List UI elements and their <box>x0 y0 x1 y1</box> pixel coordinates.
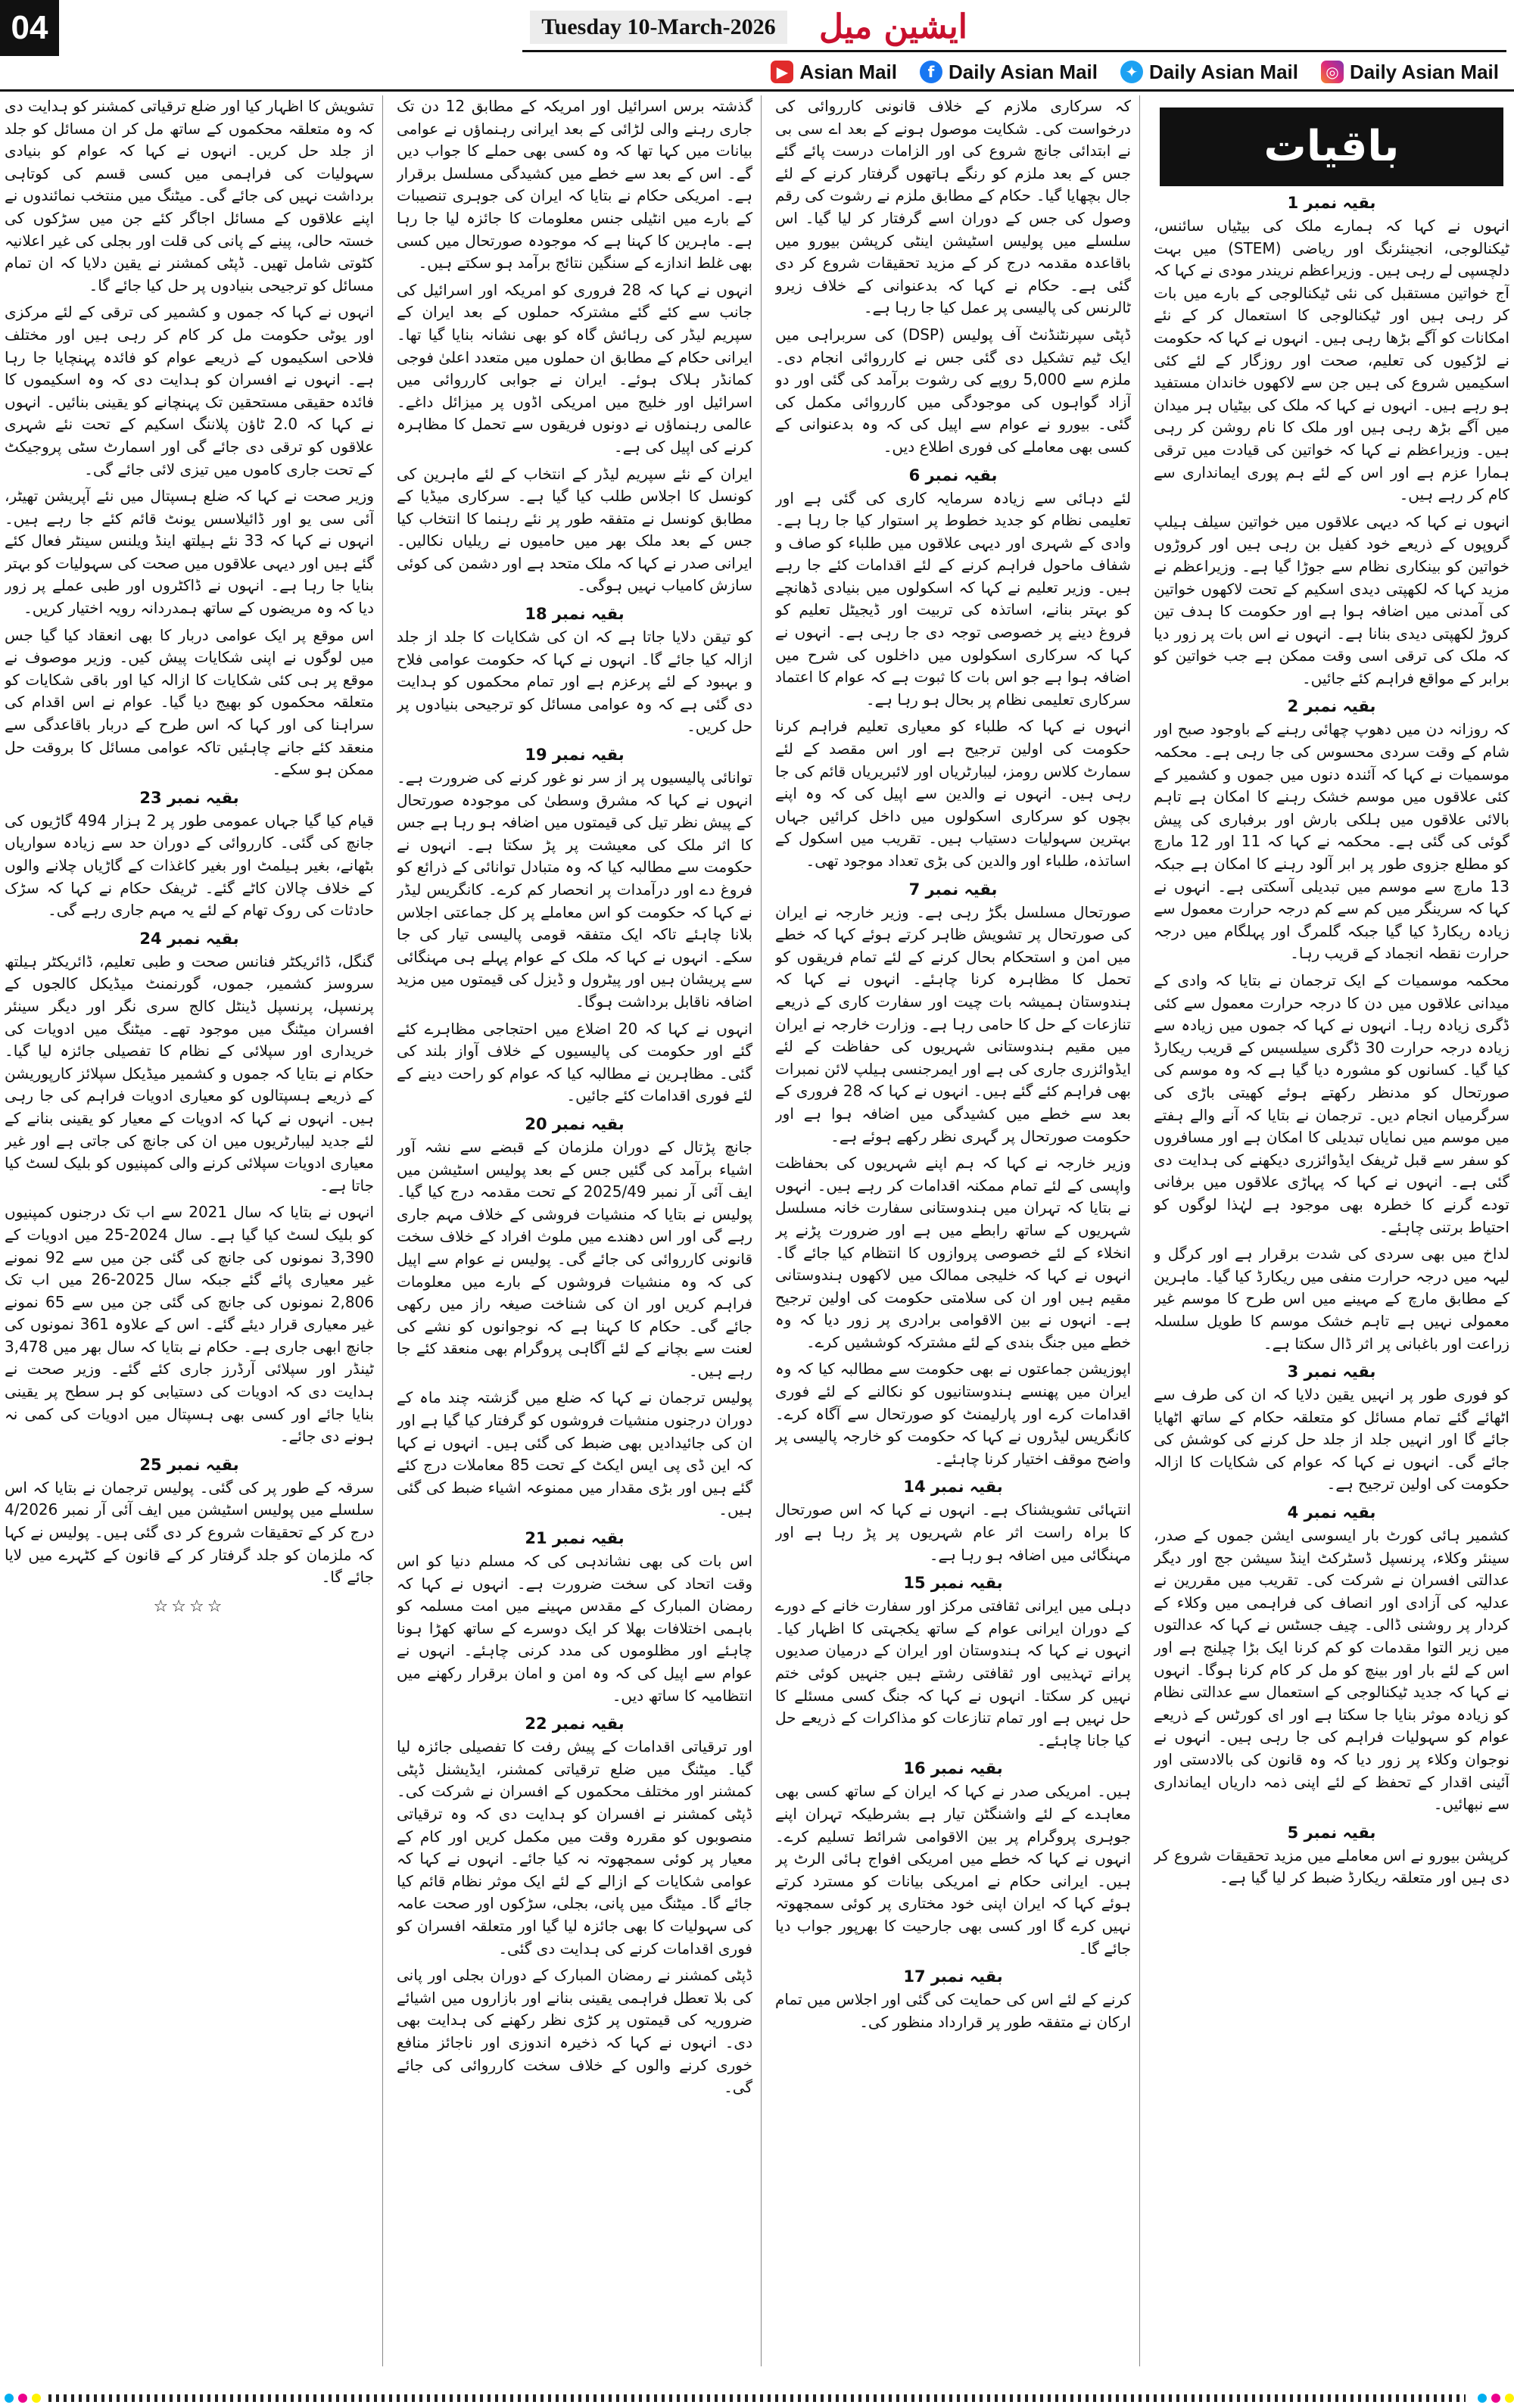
youtube-link[interactable] <box>771 61 897 84</box>
article-paragraph: انہوں نے کہا کہ جموں و کشمیر کی ترقی کے لئے مرکزی اور یوٹی حکومت مل کر کام کر رہی ہیں اور مختلف فلاحی اسکیموں کے ذریعے عوام کو فائدہ پہنچایا جا رہا ہے۔ انہوں نے افسران کو ہدایت دی کہ وہ اسکیموں کا فائدہ حقیقی مستحقین تک پہنچانے کو یقینی بنائیں۔ انہوں نے کہا کہ 2.0 ٹاؤن پلاننگ اسکیم کے تحت نئے شہری علاقوں کو ترقی دی جائے گی اور اسمارٹ سٹی پروجیکٹ کے تحت جاری کاموں میں تیزی لائی جائے گی۔ <box>5 303 374 478</box>
column-divider <box>761 95 762 2366</box>
article-paragraph: انہوں نے کہا کہ 28 فروری کو امریکہ اور اسرائیل کی جانب سے کئے گئے مشترکہ حملوں کے بعد ایران کے سپریم لیڈر کی رہائش گاہ کو بھی نشانہ بنایا گیا تھا۔ ایرانی حکام کے مطابق ان حملوں میں متعدد اعلیٰ فوجی کمانڈر ہلاک ہوئے۔ ایران نے جوابی کارروائی میں اسرائیل اور خلیج میں امریکی اڈوں پر میزائل داغے۔ عالمی رہنماؤں نے دونوں فریقوں سے تحمل کا مظاہرہ کرنے کی اپیل کی ہے۔ <box>397 280 752 456</box>
article-paragraph: ڈپٹی سپرنٹنڈنٹ آف پولیس (DSP) کی سربراہی میں ایک ٹیم تشکیل دی گئی جس نے کارروائی انجام دی۔ ملزم سے 5,000 روپے کی رشوت برآمد کی گئی اور دو آزاد گواہوں کی موجودگی میں کارروائی مکمل کی گئی۔ بیورو نے عوام سے اپیل کی کہ وہ بدعنوانی کے کسی بھی معاملے کی فوری اطلاع دیں۔ <box>775 325 1131 456</box>
instagram-link[interactable] <box>1321 61 1499 84</box>
article-paragraph: انہوں نے کہا کہ دیہی علاقوں میں خواتین سیلف ہیلپ گروپوں کے ذریعے خود کفیل بن رہی ہیں اور کروڑوں خواتین کو بینکاری نظام سے جوڑا گیا ہے۔ وزیراعظم نے مزید کہا کہ لکھپتی دیدی اسکیم کے تحت لاکھوں خواتین کی آمدنی میں اضافہ ہوا ہے اور حکومت کا ہدف تین کروڑ لکھپتی دیدی بنانا ہے۔ انہوں نے اس بات پر زور دیا کہ ملک کی ترقی اسی وقت ممکن ہے جب خواتین کو برابر کے مواقع فراہم کئے جائیں۔ <box>1154 512 1509 687</box>
continuation-heading: بقیہ نمبر 16 <box>903 1759 1003 1778</box>
article-paragraph: ہیں۔ امریکی صدر نے کہا کہ ایران کے ساتھ کسی بھی معاہدے کے لئے واشنگٹن تیار ہے بشرطیکہ تہران اپنے جوہری پروگرام پر بین الاقوامی شرائط تسلیم کرے۔ انہوں نے کہا کہ خطے میں امریکی افواج ہائی الرٹ پر ہیں۔ ایرانی حکام نے امریکی بیانات کو مسترد کرتے ہوئے کہا کہ ایران اپنی خود مختاری پر کوئی سمجھوتہ نہیں کرے گا اور کسی بھی جارحیت کا بھرپور جواب دیا جائے گا۔ <box>775 1782 1131 1958</box>
article-paragraph: انتہائی تشویشناک ہے۔ انہوں نے کہا کہ اس صورتحال کا براہ راست اثر عام شہریوں پر پڑ رہا ہے اور مہنگائی میں اضافہ ہو رہا ہے۔ <box>775 1500 1131 1564</box>
continuation-heading: بقیہ نمبر 1 <box>1287 194 1376 212</box>
article-paragraph: انہوں نے کہا کہ ہمارے ملک کی بیٹیاں سائنس، ٹیکنالوجی، انجینئرنگ اور ریاضی (STEM) میں بہت دلچسپی لے رہی ہیں۔ وزیراعظم نریندر مودی نے کہا کہ آج خواتین مستقبل کی نئی ٹیکنالوجی کے بارے میں بات کر رہی ہیں اور ٹیکنالوجی کا استعمال کر کے نئے امکانات کو آگے بڑھا رہی ہیں۔ انہوں نے کہا کہ حکومت نے لڑکیوں کی تعلیم، صحت اور روزگار کے لئے کئی اسکیمیں شروع کی ہیں جن سے لاکھوں خاندان مستفید ہو رہے ہیں۔ انہوں نے کہا کہ ملک کی بیٹیاں ہر میدان میں آگے بڑھ رہی ہیں اور ملک کا نام روشن کر رہی ہیں۔ وزیراعظم نے کہا کہ خواتین کی قیادت میں ترقی ہمارا عزم ہے اور اس کے لئے ہم پوری ایمانداری سے کام کر رہے ہیں۔ <box>1154 217 1509 504</box>
facebook-link[interactable] <box>920 61 1098 84</box>
column-divider <box>1139 95 1140 2366</box>
continuation-heading: بقیہ نمبر 2 <box>1287 697 1376 716</box>
article-paragraph: ڈپٹی کمشنر نے رمضان المبارک کے دوران بجلی اور پانی کی بلا تعطل فراہمی یقینی بنانے اور بازاروں میں اشیائے ضروریہ کی قیمتوں پر کڑی نظر رکھنے کی ہدایت بھی دی۔ انہوں نے کہا کہ ذخیرہ اندوزی اور ناجائز منافع خوری کرنے والوں کے خلاف سخت کارروائی کی جائے گی۔ <box>397 1966 752 2097</box>
registration-strip <box>48 2394 1466 2402</box>
instagram-label: Daily Asian Mail <box>1350 60 1499 83</box>
registration-dot <box>1505 2394 1514 2403</box>
article-paragraph: اپوزیشن جماعتوں نے بھی حکومت سے مطالبہ کیا کہ وہ ایران میں پھنسے ہندوستانیوں کو نکالنے کے لئے فوری اقدامات کرے اور پارلیمنٹ کو صورتحال سے آگاہ کرے۔ کانگریس لیڈروں نے کہا کہ حکومت کو خارجہ پالیسی پر واضح موقف اختیار کرنا چاہئے۔ <box>775 1360 1131 1468</box>
article-paragraph: اس بات کی بھی نشاندہی کی کہ مسلم دنیا کو اس وقت اتحاد کی سخت ضرورت ہے۔ انہوں نے کہا کہ رمضان المبارک کے مقدس مہینے میں امت مسلمہ کو باہمی اختلافات بھلا کر ایک دوسرے کے ساتھ کھڑا ہونا چاہئے اور مظلوموں کی مدد کرنی چاہئے۔ انہوں نے عوام سے اپیل کی کہ وہ امن و امان برقرار رکھنے میں انتظامیہ کا ساتھ دیں۔ <box>397 1552 752 1705</box>
article-paragraph: تشویش کا اظہار کیا اور ضلع ترقیاتی کمشنر کو ہدایت دی کہ وہ متعلقہ محکموں کے ساتھ مل کر ان مسائل کو جلد از جلد حل کریں۔ انہوں نے کہا کہ عوام کو بنیادی سہولیات کی فراہمی میں کسی قسم کی کوتاہی برداشت نہیں کی جائے گی۔ میٹنگ میں منتخب نمائندوں نے اپنے علاقوں کے مسائل اجاگر کئے جن میں سڑکوں کی خستہ حالی، پینے کے پانی کی قلت اور بجلی کی غیر اعلانیہ کٹوتی شامل تھیں۔ ڈپٹی کمشنر نے یقین دلایا کہ ان تمام مسائل کو ترجیحی بنیادوں پر حل کیا جائے گا۔ <box>5 97 374 294</box>
article-paragraph: کو فوری طور پر انہیں یقین دلایا کہ ان کی طرف سے اٹھائے گئے تمام مسائل کو متعلقہ حکام کے ساتھ اٹھایا جائے گا اور انہیں جلد از جلد حل کرنے کی کوشش کی جائے گی۔ انہوں نے کہا کہ عوام کی شکایات کا ازالہ حکومت کی اولین ترجیح ہے۔ <box>1154 1385 1509 1494</box>
article-paragraph: گذشتہ برس اسرائیل اور امریکہ کے مطابق 12 دن تک جاری رہنے والی لڑائی کے بعد ایرانی رہنماؤں نے عوامی بیانات میں کہا تھا کہ وہ کسی بھی حملے کا جواب دیں گے۔ اس کے بعد سے خطے میں کشیدگی مسلسل برقرار ہے۔ امریکی حکام نے بتایا کہ ایران کی جوہری تنصیبات کے بارے میں انٹیلی جنس معلومات کا جائزہ لیا جا رہا ہے۔ ماہرین کا کہنا ہے کہ موجودہ صورتحال میں کسی بھی غلط اندازے کے سنگین نتائج برآمد ہو سکتے ہیں۔ <box>397 97 752 273</box>
article-paragraph: انہوں نے بتایا کہ سال 2021 سے اب تک درجنوں کمپنیوں کو بلیک لسٹ کیا گیا ہے۔ سال 2024-25 میں ادویات کے 3,390 نمونوں کی جانچ کی گئی جن میں سے 92 نمونے غیر معیاری پائے گئے جبکہ سال 2025-26 میں اب تک 2,806 نمونوں کی جانچ کی گئی جن میں سے 65 نمونے غیر معیاری قرار دیئے گئے۔ اس کے علاوہ 361 نمونوں کی جانچ ابھی جاری ہے۔ حکام نے بتایا کہ سال بھر میں 3,478 ٹینڈر اور سپلائی آرڈرز جاری کئے گئے۔ وزیر صحت نے ہدایت دی کہ ادویات کی دستیابی کو ہر سطح پر یقینی بنایا جائے اور کسی بھی ہسپتال میں ادویات کی کمی نہ ہونے دی جائے۔ <box>5 1203 374 1446</box>
continuation-heading: بقیہ نمبر 3 <box>1287 1363 1376 1382</box>
column-right <box>1154 95 1509 2366</box>
instagram-icon: ◎ <box>1321 61 1344 83</box>
article-paragraph: توانائی پالیسیوں پر از سر نو غور کرنے کی ضرورت ہے۔ انہوں نے کہا کہ مشرق وسطیٰ کی موجودہ صورتحال کے پیش نظر تیل کی قیمتوں میں اضافہ ہو رہا ہے جس کا اثر ملک کی معیشت پر پڑ سکتا ہے۔ انہوں نے حکومت سے مطالبہ کیا کہ وہ متبادل توانائی کے ذرائع کو فروغ دے اور درآمدات پر انحصار کم کرے۔ کانگریس لیڈر نے کہا کہ حکومت کو اس معاملے پر کل جماعتی اجلاس بلانا چاہئے تاکہ ایک متفقہ قومی پالیسی تیار کی جا سکے۔ انہوں نے کہا کہ ملک کے عوام پہلے ہی مہنگائی سے پریشان ہیں اور پیٹرول و ڈیزل کی قیمتوں میں مزید اضافہ ناقابل برداشت ہوگا۔ <box>397 768 752 1011</box>
continuation-heading: بقیہ نمبر 4 <box>1287 1503 1376 1522</box>
registration-dot <box>1478 2394 1487 2403</box>
continuation-heading: بقیہ نمبر 17 <box>903 1967 1003 1986</box>
continuation-heading: بقیہ نمبر 6 <box>908 466 998 484</box>
article-paragraph: اس موقع پر ایک عوامی دربار کا بھی انعقاد کیا گیا جس میں لوگوں نے اپنی شکایات پیش کیں۔ وزیر موصوف نے موقع پر ہی کئی شکایات کا ازالہ کیا اور باقی شکایات کو متعلقہ محکموں کو بھیج دیا گیا۔ عوام نے اس اقدام کی سراہنا کی اور کہا کہ اس طرح کے دربار باقاعدگی سے منعقد کئے جانے چاہئیں تاکہ عوامی مسائل کا بروقت حل ممکن ہو سکے۔ <box>5 625 374 779</box>
article-paragraph: کشمیر ہائی کورٹ بار ایسوسی ایشن جموں کے صدر، سینئر وکلاء، پرنسپل ڈسٹرکٹ اینڈ سیشن جج اور دیگر عدالتی افسران نے شرکت کی۔ تقریب میں مقررین نے عدلیہ کی آزادی اور انصاف کی فراہمی میں وکلاء کے کردار پر روشنی ڈالی۔ چیف جسٹس نے کہا کہ عدالتوں میں زیر التوا مقدمات کو کم کرنا ایک بڑا چیلنج ہے اور اس کے لئے بار اور بینچ کو مل کر کام کرنا ہوگا۔ انہوں نے کہا کہ جدید ٹیکنالوجی کے استعمال سے عدالتی نظام کو زیادہ موثر بنایا جا سکتا ہے اور ای کورٹس کے ذریعے عوام کو سہولیات فراہم کی جا رہی ہیں۔ انہوں نے نوجوان وکلاء پر زور دیا کہ وہ قانون کی بالادستی اور آئینی اقدار کے تحفظ کے لئے اپنی ذمہ داریاں ایمانداری سے نبھائیں۔ <box>1154 1526 1509 1814</box>
article-paragraph: لداخ میں بھی سردی کی شدت برقرار ہے اور کرگل و لیہہ میں درجہ حرارت منفی میں ریکارڈ کیا گیا۔ ماہرین کے مطابق مارچ کے مہینے میں اس طرح کا موسم غیر معمولی نہیں ہے تاہم خشک موسم کا طویل سلسلہ زراعت اور باغبانی پر اثر ڈال سکتا ہے۔ <box>1154 1244 1509 1353</box>
registration-dot <box>5 2394 14 2403</box>
continuation-heading: بقیہ نمبر 25 <box>139 1455 239 1474</box>
news-columns <box>5 95 1509 2366</box>
article-paragraph: گنگل، ڈائریکٹر فنانس صحت و طبی تعلیم، ڈائریکٹر ہیلتھ سروسز کشمیر، جموں، گورنمنٹ میڈیکل کالجوں کے پرنسپل، پرنسپل ڈینٹل کالج سری نگر اور دیگر سینئر افسران میٹنگ میں موجود تھے۔ میٹنگ میں ادویات کی خریداری اور سپلائی کے نظام کا تفصیلی جائزہ لیا گیا۔ حکام نے بتایا کہ جموں و کشمیر میڈیکل سپلائز کارپوریشن کے ذریعے ہسپتالوں کو معیاری ادویات فراہم کی جا رہی ہیں۔ انہوں نے کہا کہ ادویات کے معیار کو یقینی بنانے کے لئے جدید لیبارٹریوں میں ان کی جانچ کی جاتی ہے اور غیر معیاری ادویات سپلائی کرنے والی کمپنیوں کو بلیک لسٹ کیا جاتا ہے۔ <box>5 952 374 1195</box>
masthead <box>0 0 1514 89</box>
continuation-heading: بقیہ نمبر 15 <box>903 1574 1003 1593</box>
continuation-heading: بقیہ نمبر 14 <box>903 1478 1003 1497</box>
column-divider <box>382 95 383 2366</box>
registration-dot <box>18 2394 27 2403</box>
registration-dot <box>32 2394 41 2403</box>
article-paragraph: ایران کے نئے سپریم لیڈر کے انتخاب کے لئے ماہرین کی کونسل کا اجلاس طلب کیا گیا ہے۔ سرکاری میڈیا کے مطابق کونسل نے متفقہ طور پر نئے رہنما کا انتخاب کیا جس کے بعد ملک بھر میں حامیوں نے ریلیاں نکالیں۔ ایرانی صدر نے کہا کہ ملک متحد ہے اور دشمن کی کوئی سازش کامیاب نہیں ہوگی۔ <box>397 464 752 595</box>
facebook-label: Daily Asian Mail <box>949 60 1098 83</box>
continuation-heading: بقیہ نمبر 5 <box>1287 1823 1376 1842</box>
end-marker: ☆☆☆☆ <box>153 1597 226 1616</box>
youtube-label: Asian Mail <box>799 60 897 83</box>
article-paragraph: وزیر خارجہ نے کہا کہ ہم اپنے شہریوں کی بحفاظت واپسی کے لئے تمام ممکنہ اقدامات کر رہے ہیں۔ انہوں نے بتایا کہ تہران میں ہندوستانی سفارت خانہ مسلسل شہریوں کے ساتھ رابطے میں ہے اور ضرورت پڑنے پر انخلاء کے لئے خصوصی پروازوں کا انتظام کیا جائے گا۔ انہوں نے کہا کہ خلیجی ممالک میں لاکھوں ہندوستانی مقیم ہیں اور ان کی سلامتی حکومت کی اولین ترجیح ہے۔ انہوں نے بین الاقوامی برادری پر زور دیا کہ وہ خطے میں جنگ بندی کے لئے مشترکہ کوششیں کرے۔ <box>775 1154 1131 1351</box>
youtube-icon: ▶ <box>771 61 793 83</box>
twitter-link[interactable] <box>1120 61 1298 84</box>
article-paragraph: پولیس ترجمان نے کہا کہ ضلع میں گزشتہ چند ماہ کے دوران درجنوں منشیات فروشوں کو گرفتار کیا گیا ہے اور ان کی جائیدادیں بھی ضبط کی گئی ہیں۔ انہوں نے کہا کہ این ڈی پی ایس ایکٹ کے تحت 85 معاملات درج کئے گئے ہیں اور بڑی مقدار میں ممنوعہ اشیاء ضبط کی گئی ہیں۔ <box>397 1388 752 1519</box>
article-paragraph: سرقہ کے طور پر کی گئی۔ پولیس ترجمان نے بتایا کہ اس سلسلے میں پولیس اسٹیشن میں ایف آئی آر نمبر 4/2026 درج کر کے تحقیقات شروع کر دی گئی ہیں۔ پولیس نے کہا کہ ملزمان کو جلد گرفتار کر کے قانون کے کٹہرے میں لایا جائے گا۔ <box>5 1478 374 1587</box>
continuation-heading: بقیہ نمبر 20 <box>525 1114 625 1133</box>
column-center-right <box>775 95 1131 2366</box>
continuation-heading: بقیہ نمبر 18 <box>525 605 625 624</box>
article-paragraph: صورتحال مسلسل بگڑ رہی ہے۔ وزیر خارجہ نے ایران کی صورتحال پر تشویش ظاہر کرتے ہوئے کہا کہ خطے میں امن و استحکام بحال کرنے کے لئے تمام فریقوں کو تحمل کا مظاہرہ کرنا چاہئے۔ انہوں نے کہا کہ ہندوستان ہمیشہ بات چیت اور سفارت کاری کے ذریعے تنازعات کے حل کا حامی رہا ہے۔ وزارت خارجہ نے ایران میں مقیم ہندوستانی شہریوں کی حفاظت کے لئے ایڈوائزری جاری کی ہے اور ایمرجنسی ہیلپ لائن نمبرات بھی فراہم کئے گئے ہیں۔ انہوں نے کہا کہ 28 فروری کے بعد سے خطے میں کشیدگی میں اضافہ ہوا ہے اور حکومت صورتحال پر گہری نظر رکھے ہوئے ہے۔ <box>775 902 1131 1145</box>
continuation-heading: بقیہ نمبر 24 <box>139 929 239 948</box>
newspaper-logo: ایشین میل <box>819 8 967 46</box>
continuation-heading: بقیہ نمبر 23 <box>139 788 239 807</box>
article-paragraph: انہوں نے کہا کہ 20 اضلاع میں احتجاجی مظاہرے کئے گئے اور حکومت کی پالیسیوں کے خلاف آواز بلند کی گئی۔ مظاہرین نے مطالبہ کیا کہ عوام کو راحت دینے کے لئے فوری اقدامات کئے جائیں۔ <box>397 1019 752 1105</box>
social-links-bar <box>0 56 1514 88</box>
color-registration-bar <box>0 2392 1514 2404</box>
article-paragraph: کرنے کے لئے اس کی حمایت کی گئی اور اجلاس میں تمام ارکان نے متفقہ طور پر قرارداد منظور کی۔ <box>775 1990 1131 2031</box>
column-center-left <box>397 95 752 2366</box>
section-title: باقیات <box>1160 107 1503 186</box>
article-paragraph: وزیر صحت نے کہا کہ ضلع ہسپتال میں نئے آپریشن تھیٹر، آئی سی یو اور ڈائیلاسس یونٹ قائم کئے جا رہے ہیں۔ انہوں نے کہا کہ 33 نئے ہیلتھ اینڈ ویلنس سینٹر فعال کئے گئے ہیں اور دیہی علاقوں میں صحت کی سہولیات کو بہتر بنایا جا رہا ہے۔ انہوں نے ڈاکٹروں اور طبی عملے پر زور دیا کہ وہ مریضوں کے ساتھ ہمدردانہ رویہ اختیار کریں۔ <box>5 487 374 618</box>
column-left <box>5 95 374 2366</box>
article-paragraph: محکمہ موسمیات کے ایک ترجمان نے بتایا کہ وادی کے میدانی علاقوں میں دن کا درجہ حرارت معمول سے کئی ڈگری زیادہ رہا۔ انہوں نے کہا کہ جموں میں زیادہ سے زیادہ درجہ حرارت 30 ڈگری سیلسیس کے قریب ریکارڈ کیا گیا۔ کسانوں کو مشورہ دیا گیا ہے کہ وہ موسم کی صورتحال کو مدنظر رکھتے ہوئے کھیتی باڑی کی سرگرمیاں انجام دیں۔ ترجمان نے بتایا کہ آنے والے ہفتے میں موسم میں نمایاں تبدیلی کا امکان ہے اور مسافروں کو سفر سے قبل ٹریفک ایڈوائزری دیکھنے کی ہدایت دی گئی ہے۔ انہوں نے کہا کہ پہاڑی علاقوں میں برفانی تودے گرنے کا خطرہ بھی موجود ہے لہٰذا لوگوں کو احتیاط برتنی چاہئے۔ <box>1154 971 1509 1236</box>
article-paragraph: کہ سرکاری ملازم کے خلاف قانونی کارروائی کی درخواست کی۔ شکایت موصول ہونے کے بعد اے سی بی نے ابتدائی جانچ شروع کی اور الزامات درست پائے گئے جس کے بعد ملزم کو رنگے ہاتھوں گرفتار کرنے کے لئے جال بچھایا گیا۔ حکام کے مطابق ملزم نے رشوت کی رقم وصول کی جس کے دوران اسے گرفتار کر لیا گیا۔ اس سلسلے میں پولیس اسٹیشن اینٹی کرپشن بیورو میں باقاعدہ مقدمہ درج کر کے مزید تحقیقات شروع کر دی گئی ہے۔ حکام نے کہا کہ بدعنوانی کے خلاف زیرو ٹالرنس کی پالیسی پر عمل کیا جا رہا ہے۔ <box>775 97 1131 317</box>
article-paragraph: کو تیقن دلایا جاتا ہے کہ ان کی شکایات کا جلد از جلد ازالہ کیا جائے گا۔ انہوں نے کہا کہ حکومت عوامی فلاح و بہبود کے لئے پرعزم ہے اور تمام محکموں کو ہدایت دی گئی ہے کہ وہ عوامی مسائل کو ترجیحی بنیادوں پر حل کریں۔ <box>397 628 752 736</box>
facebook-icon: f <box>920 61 942 83</box>
header-rule <box>522 50 1506 52</box>
continuation-heading: بقیہ نمبر 22 <box>525 1715 625 1734</box>
article-paragraph: دہلی میں ایرانی ثقافتی مرکز اور سفارت خانے کے دورے کے دوران ایرانی عوام کے ساتھ یکجہتی کا اظہار کیا۔ انہوں نے کہا کہ ہندوستان اور ایران کے درمیان صدیوں پرانے تہذیبی اور ثقافتی رشتے ہیں جنہیں کوئی ختم نہیں کر سکتا۔ انہوں نے کہا کہ جنگ کسی مسئلے کا حل نہیں ہے اور تمام تنازعات کو مذاکرات کے ذریعے حل کیا جانا چاہئے۔ <box>775 1597 1131 1749</box>
header-bottom-rule <box>0 89 1514 92</box>
article-paragraph: کرپشن بیورو نے اس معاملے میں مزید تحقیقات شروع کر دی ہیں اور متعلقہ ریکارڈ ضبط کر لیا گیا ہے۔ <box>1154 1846 1509 1887</box>
twitter-label: Daily Asian Mail <box>1149 60 1298 83</box>
article-paragraph: کہ روزانہ دن میں دھوپ چھائی رہنے کے باوجود صبح اور شام کے وقت سردی محسوس کی جا رہی ہے۔ محکمہ موسمیات نے کہا کہ آئندہ دنوں میں جموں و کشمیر کے کئی علاقوں میں موسم خشک رہنے کا امکان ہے تاہم بالائی علاقوں میں ہلکی بارش اور برفباری کی پیش گوئی کی گئی ہے۔ محکمہ نے کہا کہ 11 اور 12 مارچ کو مطلع جزوی طور پر ابر آلود رہنے کا امکان ہے جبکہ 13 مارچ سے موسم میں تبدیلی آسکتی ہے۔ انہوں نے کہا کہ سرینگر میں کم سے کم درجہ حرارت معمول سے زیادہ ریکارڈ کیا گیا جبکہ گلمرگ اور پہلگام میں درجہ حرارت نقطہ انجماد کے قریب رہا۔ <box>1154 720 1509 963</box>
article-paragraph: قیام کیا گیا جہاں عمومی طور پر 2 ہزار 494 گاڑیوں کی جانچ کی گئی۔ کارروائی کے دوران حد سے زیادہ سواریاں بٹھانے، بغیر ہیلمٹ اور بغیر کاغذات کے گاڑیاں چلانے والوں کے خلاف چالان کاٹے گئے۔ ٹریفک حکام نے کہا کہ سڑک حادثات کی روک تھام کے لئے یہ مہم جاری رہے گی۔ <box>5 811 374 920</box>
article-paragraph: جانچ پڑتال کے دوران ملزمان کے قبضے سے نشہ آور اشیاء برآمد کی گئیں جس کے بعد پولیس اسٹیشن میں ایف آئی آر نمبر 2025/49 کے تحت مقدمہ درج کیا گیا۔ پولیس نے بتایا کہ منشیات فروشی کے خلاف مہم جاری رہے گی اور اس دھندے میں ملوث افراد کے خلاف سخت قانونی کارروائی کی جائے گی۔ پولیس نے عوام سے اپیل کی کہ وہ منشیات فروشوں کے بارے میں معلومات فراہم کریں اور ان کی شناخت صیغہ راز میں رکھی جائے گی۔ حکام کا کہنا ہے کہ نوجوانوں کو نشے کی لعنت سے بچانے کے لئے آگاہی پروگرام بھی منعقد کئے جا رہے ہیں۔ <box>397 1137 752 1380</box>
page-number: 04 <box>0 0 59 56</box>
publication-date: Tuesday 10-March-2026 <box>530 11 787 44</box>
article-paragraph: اور ترقیاتی اقدامات کے پیش رفت کا تفصیلی جائزہ لیا گیا۔ میٹنگ میں ضلع ترقیاتی کمشنر، ایڈیشنل ڈپٹی کمشنر اور مختلف محکموں کے افسران نے شرکت کی۔ ڈپٹی کمشنر نے افسران کو ہدایت دی کہ وہ ترقیاتی منصوبوں کو مقررہ وقت میں مکمل کریں اور کام کے معیار پر کوئی سمجھوتہ نہ کیا جائے۔ انہوں نے کہا کہ عوامی شکایات کے ازالے کے لئے ایک موثر نظام قائم کیا جائے گا۔ میٹنگ میں پانی، بجلی، سڑکوں اور صحت عامہ کی سہولیات کا بھی جائزہ لیا گیا اور متعلقہ افسران کو فوری اقدامات کرنے کی ہدایت دی گئی۔ <box>397 1737 752 1958</box>
continuation-heading: بقیہ نمبر 19 <box>525 746 625 765</box>
continuation-heading: بقیہ نمبر 7 <box>908 880 998 899</box>
continuation-heading: بقیہ نمبر 21 <box>525 1529 625 1548</box>
article-paragraph: انہوں نے کہا کہ طلباء کو معیاری تعلیم فراہم کرنا حکومت کی اولین ترجیح ہے اور اس مقصد کے لئے سمارٹ کلاس رومز، لیبارٹریاں اور لائبریریاں قائم کی جا رہی ہیں۔ انہوں نے والدین سے اپیل کی کہ وہ اپنے بچوں کو سرکاری اسکولوں میں داخل کرائیں جہاں بہترین سہولیات دستیاب ہیں۔ تقریب میں اسکول کے اساتذہ، طلباء اور والدین کی بڑی تعداد موجود تھی۔ <box>775 717 1131 870</box>
twitter-icon: ✦ <box>1120 61 1143 83</box>
article-paragraph: لئے دہائی سے زیادہ سرمایہ کاری کی گئی ہے اور تعلیمی نظام کو جدید خطوط پر استوار کیا جا رہا ہے۔ وادی کے شہری اور دیہی علاقوں میں طلباء کو صاف و شفاف ماحول فراہم کرنے کے لئے اقدامات کئے جا رہے ہیں۔ وزیر تعلیم نے کہا کہ اسکولوں میں بنیادی ڈھانچے کو بہتر بنانے، اساتذہ کی تربیت اور ڈیجیٹل تعلیم کو فروغ دینے پر خصوصی توجہ دی جا رہی ہے۔ انہوں نے کہا کہ سرکاری اسکولوں میں داخلوں کی شرح میں اضافہ ہوا ہے جو اس بات کا ثبوت ہے کہ عوام کا اعتماد سرکاری تعلیمی نظام پر بحال ہو رہا ہے۔ <box>775 488 1131 709</box>
registration-dot <box>1491 2394 1500 2403</box>
